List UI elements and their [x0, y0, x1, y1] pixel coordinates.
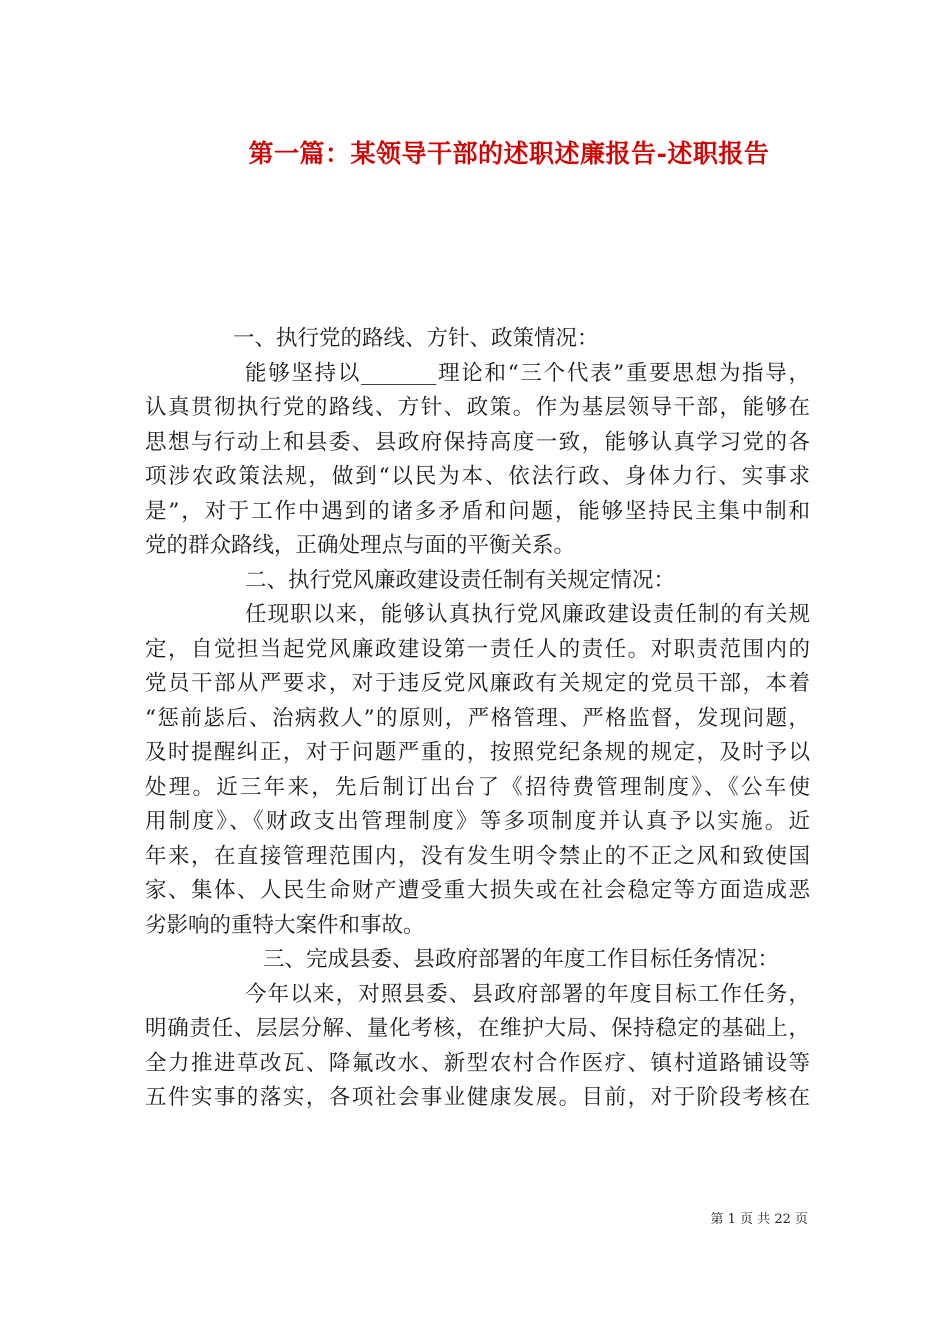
- paragraph-line: 全力推进草改瓦、降氟改水、新型农村合作医疗、镇村道路铺设等: [145, 1050, 810, 1076]
- paragraph-line: 处理。近三年来，先后制订出台了《招待费管理制度》、《公车使: [145, 774, 810, 800]
- paragraph-line: 项涉农政策法规，做到“以民为本、依法行政、身体力行、实事求: [145, 464, 810, 489]
- paragraph-line: 用制度》、《财政支出管理制度》等多项制度并认真予以实施。近: [145, 809, 810, 834]
- page-number-footer: 第 1 页 共 22 页: [710, 1212, 808, 1227]
- section-heading-2: 二、执行党风廉政建设责任制有关规定情况：: [245, 567, 676, 593]
- paragraph-line: 及时提醒纠正，对于问题严重的，按照党纪条规的规定，及时予以: [145, 740, 810, 765]
- paragraph-line: 党员干部从严要求，对于违反党风廉政有关规定的党员干部，本着: [145, 671, 810, 696]
- paragraph-line: 劣影响的重特大案件和事故。: [145, 912, 425, 938]
- paragraph-line: 党的群众路线，正确处理点与面的平衡关系。: [145, 533, 576, 558]
- section-heading-3: 三、完成县委、县政府部署的年度工作目标任务情况：: [263, 947, 780, 972]
- paragraph-line: 思想与行动上和县委、县政府保持高度一致，能够认真学习党的各: [145, 429, 810, 455]
- document-body: [145, 322, 810, 1116]
- paragraph-line: 是”，对于工作中遇到的诸多矛盾和问题，能够坚持民主集中制和: [145, 498, 810, 524]
- paragraph-line: 明确责任、层层分解、量化考核，在维护大局、保持稳定的基础上，: [145, 1016, 810, 1041]
- paragraph-line: “惩前毖后、治病救人”的原则，严格管理、严格监督，发现问题，: [145, 705, 810, 731]
- paragraph-line: 认真贯彻执行党的路线、方针、政策。作为基层领导干部，能够在: [145, 395, 810, 420]
- paragraph-line: 家、集体、人民生命财产遭受重大损失或在社会稳定等方面造成恶: [145, 878, 810, 903]
- paragraph-line: 今年以来，对照县委、县政府部署的年度目标工作任务，: [245, 981, 810, 1007]
- section-heading-1: 一、执行党的路线、方针、政策情况：: [233, 326, 599, 351]
- paragraph-line: 年来，在直接管理范围内，没有发生明令禁止的不正之风和致使国: [145, 843, 810, 869]
- document-title: 第一篇：某领导干部的述职述廉报告-述职报告: [248, 139, 770, 168]
- paragraph-line: 定，自觉担当起党风廉政建设第一责任人的责任。对职责范围内的: [145, 636, 810, 662]
- paragraph-line: 能够坚持以_______理论和“三个代表”重要思想为指导，: [245, 360, 810, 386]
- paragraph-line: 五件实事的落实，各项社会事业健康发展。目前，对于阶段考核在: [145, 1085, 810, 1110]
- paragraph-line: 任现职以来，能够认真执行党风廉政建设责任制的有关规: [245, 602, 810, 627]
